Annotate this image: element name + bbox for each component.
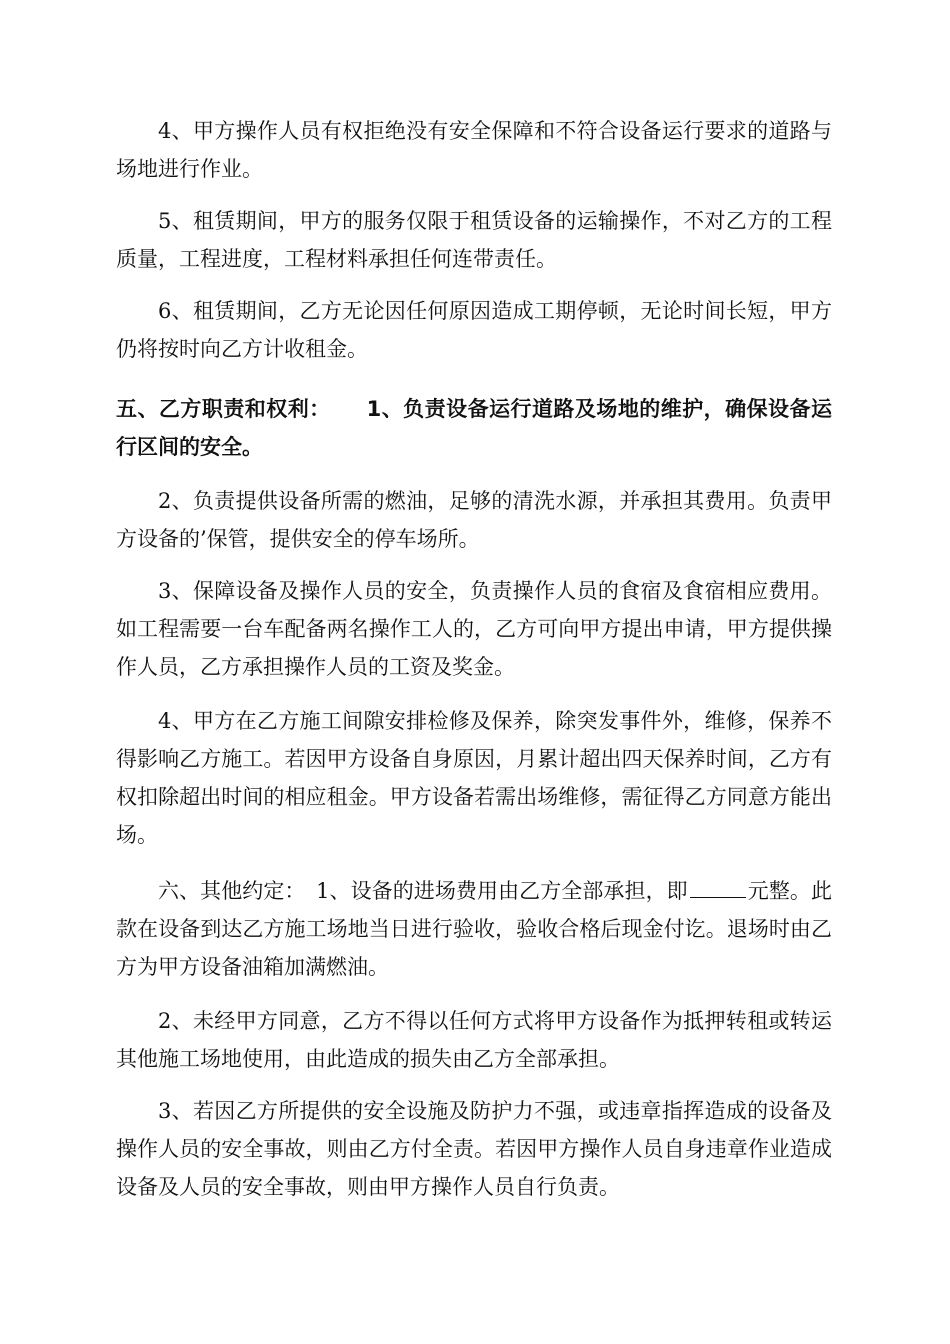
section-5-heading (116, 390, 832, 466)
section-5-title: 五、乙方职责和权利： (116, 397, 331, 421)
clause-5-3: 3、保障设备及操作人员的安全，负责操作人员的食宿及食宿相应费用。如工程需要一台车配备两名操作工人的，乙方可向甲方提出申请，甲方提供操作人员，乙方承担操作人员的工资及奖金。 (116, 579, 832, 679)
clause-6-3: 3、若因乙方所提供的安全设施及防护力不强，或违章指挥造成的设备及操作人员的安全事故，则由乙方付全责。若因甲方操作人员自身违章作业造成设备及人员的安全事故，则由甲方操作人员自行负责。 (116, 1099, 832, 1199)
clause-6-1-suffix: 元整。此款在设备到达乙方施工场地当日进行验收，验收合格后现金付讫。退场时由乙方为甲方设备油箱加满燃油。 (116, 879, 833, 979)
clause-6-1 (116, 872, 832, 986)
clause-4-5: 5、租赁期间，甲方的服务仅限于租赁设备的运输操作，不对乙方的工程质量，工程进度，工程材料承担任何连带责任。 (116, 209, 832, 271)
clause-5-2: 2、负责提供设备所需的燃油，足够的清洗水源，并承担其费用。负责甲方设备的’保管，提供安全的停车场所。 (116, 489, 832, 551)
clause-6-1-prefix: 六、其他约定： 1、设备的进场费用由乙方全部承担，即 (158, 879, 688, 903)
clause-5-1: 1、负责设备运行道路及场地的维护，确保设备运行区间的安全。 (116, 397, 832, 459)
clause-5-4: 4、甲方在乙方施工间隙安排检修及保养，除突发事件外，维修，保养不得影响乙方施工。若因甲方设备自身原因，月累计超出四天保养时间，乙方有权扣除超出时间的相应租金。甲方设备若需出场维修，需征得乙方同意方能出场。 (116, 709, 832, 847)
clause-4-6: 6、租赁期间，乙方无论因任何原因造成工期停顿，无论时间长短，甲方仍将按时向乙方计收租金。 (116, 299, 832, 361)
amount-blank (690, 879, 746, 898)
clause-6-2: 2、未经甲方同意，乙方不得以任何方式将甲方设备作为抵押转租或转运其他施工场地使用，由此造成的损失由乙方全部承担。 (116, 1009, 832, 1071)
clause-4-4: 4、甲方操作人员有权拒绝没有安全保障和不符合设备运行要求的道路与场地进行作业。 (116, 119, 832, 181)
